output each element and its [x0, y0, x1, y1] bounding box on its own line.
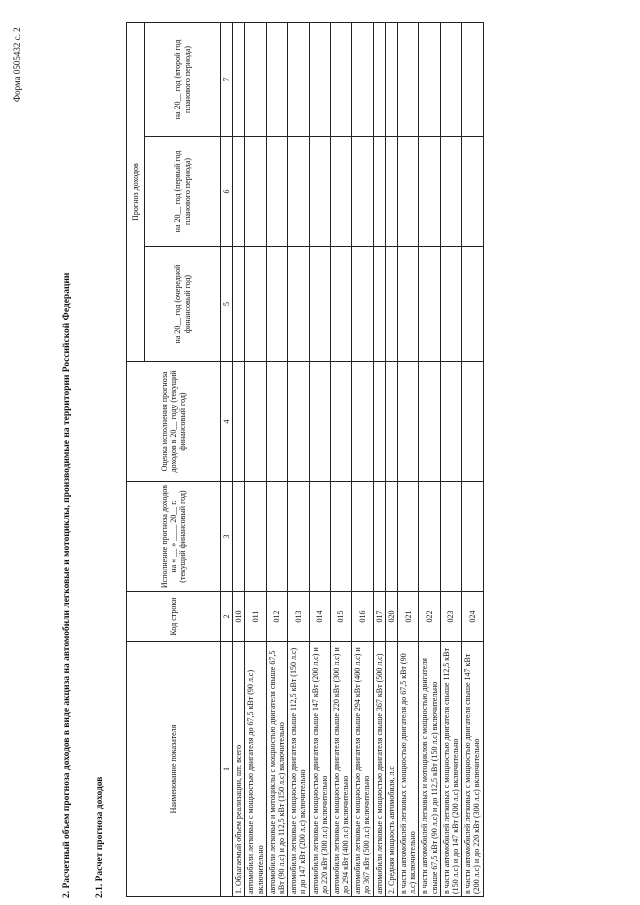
value-cell[interactable] [462, 137, 483, 247]
row-code: 016 [352, 592, 373, 642]
row-code: 015 [330, 592, 351, 642]
value-cell[interactable] [440, 22, 461, 136]
table-row [266, 22, 287, 896]
row-code: 023 [440, 592, 461, 642]
table-row [440, 22, 461, 896]
value-cell[interactable] [462, 22, 483, 136]
value-cell[interactable] [440, 137, 461, 247]
value-cell[interactable] [233, 22, 245, 136]
value-cell[interactable] [373, 22, 385, 136]
value-cell[interactable] [385, 22, 397, 136]
table-row [352, 22, 373, 896]
value-cell[interactable] [309, 22, 330, 136]
value-cell[interactable] [233, 247, 245, 362]
value-cell[interactable] [398, 137, 419, 247]
header-execution: Исполнение прогноза доходов на « __ » ____ 20__ г. (текущий финансовый год) [127, 482, 221, 592]
row-code: 022 [419, 592, 440, 642]
value-cell[interactable] [373, 247, 385, 362]
value-cell[interactable] [419, 137, 440, 247]
value-cell[interactable] [233, 482, 245, 592]
row-name: автомобили легковые с мощностью двигателя свыше 147 кВт (200 л.с) и до 220 кВт (300 л.с) включительно [309, 642, 330, 897]
row-code: 012 [266, 592, 287, 642]
row-code: 011 [245, 592, 266, 642]
value-cell[interactable] [266, 362, 287, 482]
column-number: 3 [221, 482, 233, 592]
column-number: 5 [221, 247, 233, 362]
value-cell[interactable] [419, 247, 440, 362]
value-cell[interactable] [373, 137, 385, 247]
form-code: Форма 0505432 с. 2 [12, 27, 22, 102]
header-code: Код строки [127, 592, 221, 642]
header-forecast-2: на 20__ год (первый год планового периода) [145, 137, 221, 247]
subsection-title: 2.1. Расчет прогноза доходов [95, 776, 105, 898]
forecast-table [126, 22, 484, 897]
value-cell[interactable] [266, 137, 287, 247]
value-cell[interactable] [309, 247, 330, 362]
row-code: 014 [309, 592, 330, 642]
table-row [330, 22, 351, 896]
value-cell[interactable] [398, 482, 419, 592]
table-row [385, 22, 397, 896]
value-cell[interactable] [288, 22, 309, 136]
value-cell[interactable] [288, 482, 309, 592]
value-cell[interactable] [266, 482, 287, 592]
row-code: 020 [385, 592, 397, 642]
value-cell[interactable] [309, 482, 330, 592]
value-cell[interactable] [245, 137, 266, 247]
value-cell[interactable] [419, 22, 440, 136]
row-name: в части автомобилей легковых и мотоциклов с мощностью двигателя свыше 67,5 кВт (90 л.с) и до 112,5 кВт (150 л.с) включительно [419, 642, 440, 897]
section-title: 2. Расчетный объем прогноза доходов в виде акциза на автомобили легковые и мотоциклы, производимые на территории Российской Федерации [62, 272, 72, 898]
value-cell[interactable] [440, 482, 461, 592]
value-cell[interactable] [245, 22, 266, 136]
header-forecast-1: на 20__ год (очередной финансовый год) [145, 247, 221, 362]
column-number: 7 [221, 22, 233, 136]
table-row [309, 22, 330, 896]
header-forecast-3: на 20__ год (второй год планового периода) [145, 22, 221, 136]
value-cell[interactable] [330, 22, 351, 136]
table-row [419, 22, 440, 896]
value-cell[interactable] [419, 362, 440, 482]
row-name: автомобили легковые с мощностью двигателя свыше 294 кВт (400 л.с) и до 367 кВт (500 л.с) включительно [352, 642, 373, 897]
value-cell[interactable] [233, 137, 245, 247]
table-row [288, 22, 309, 896]
value-cell[interactable] [440, 362, 461, 482]
row-code: 017 [373, 592, 385, 642]
value-cell[interactable] [330, 482, 351, 592]
value-cell[interactable] [385, 362, 397, 482]
row-name: в части автомобилей легковых с мощностью двигателя свыше 112,5 кВт (150 л.с) и до 147 кВт (200 л.с) включительно [440, 642, 461, 897]
value-cell[interactable] [330, 362, 351, 482]
value-cell[interactable] [440, 247, 461, 362]
column-number: 1 [221, 642, 233, 897]
row-name: в части автомобилей легковых с мощностью двигателя свыше 147 кВт (200 л.с) и до 220 кВт (300 л.с) включительно [462, 642, 483, 897]
row-code: 024 [462, 592, 483, 642]
value-cell[interactable] [309, 137, 330, 247]
value-cell[interactable] [245, 247, 266, 362]
value-cell[interactable] [288, 247, 309, 362]
table-row [398, 22, 419, 896]
value-cell[interactable] [266, 247, 287, 362]
row-name: в части автомобилей легковых с мощностью двигателя до 67,5 кВт (90 л.с) включительно [398, 642, 419, 897]
header-estimate: Оценка исполнения прогноза доходов в 20__ году (текущий финансовый год) [127, 362, 221, 482]
value-cell[interactable] [245, 482, 266, 592]
column-number: 4 [221, 362, 233, 482]
row-name: 1. Облагаемый объем реализации, шт. всего [233, 642, 245, 897]
value-cell[interactable] [309, 362, 330, 482]
value-cell[interactable] [245, 362, 266, 482]
table-row [245, 22, 266, 896]
value-cell[interactable] [385, 247, 397, 362]
row-name: 2. Средняя мощность автомобиля, л.с [385, 642, 397, 897]
table-row [233, 22, 245, 896]
row-name: автомобили легковые с мощностью двигателя свыше 367 кВт (500 л.с) [373, 642, 385, 897]
header-forecast-group: Прогноз доходов [127, 22, 145, 361]
value-cell[interactable] [266, 22, 287, 136]
value-cell[interactable] [398, 362, 419, 482]
row-code: 021 [398, 592, 419, 642]
value-cell[interactable] [385, 137, 397, 247]
row-name: автомобили легковые и мотоциклы с мощностью двигателя свыше 67,5 кВт (90 л.с) и до 112,5 кВт (150 л.с) включительно [266, 642, 287, 897]
row-name: автомобили легковые с мощностью двигателя свыше 220 кВт (300 л.с) и до 294 кВт (400 л.с) включительно [330, 642, 351, 897]
value-cell[interactable] [373, 482, 385, 592]
value-cell[interactable] [330, 137, 351, 247]
value-cell[interactable] [352, 137, 373, 247]
value-cell[interactable] [288, 137, 309, 247]
value-cell[interactable] [398, 247, 419, 362]
column-number: 6 [221, 137, 233, 247]
value-cell[interactable] [385, 482, 397, 592]
header-name: Наименование показателя [127, 642, 221, 897]
value-cell[interactable] [462, 362, 483, 482]
value-cell[interactable] [330, 247, 351, 362]
table-row [373, 22, 385, 896]
value-cell[interactable] [233, 362, 245, 482]
table-row [462, 22, 483, 896]
row-name: автомобили легковые с мощностью двигателя свыше 112,5 кВт (150 л.с) и до 147 кВт (200 л.с) включительно [288, 642, 309, 897]
value-cell[interactable] [352, 482, 373, 592]
value-cell[interactable] [462, 247, 483, 362]
column-number: 2 [221, 592, 233, 642]
row-code: 013 [288, 592, 309, 642]
value-cell[interactable] [419, 482, 440, 592]
value-cell[interactable] [462, 482, 483, 592]
value-cell[interactable] [352, 247, 373, 362]
value-cell[interactable] [288, 362, 309, 482]
value-cell[interactable] [352, 362, 373, 482]
row-name: автомобили легковые с мощностью двигателя до 67,5 кВт (90 л.с) включительно [245, 642, 266, 897]
value-cell[interactable] [352, 22, 373, 136]
column-numbers-row [221, 22, 233, 896]
value-cell[interactable] [398, 22, 419, 136]
value-cell[interactable] [373, 362, 385, 482]
row-code: 010 [233, 592, 245, 642]
